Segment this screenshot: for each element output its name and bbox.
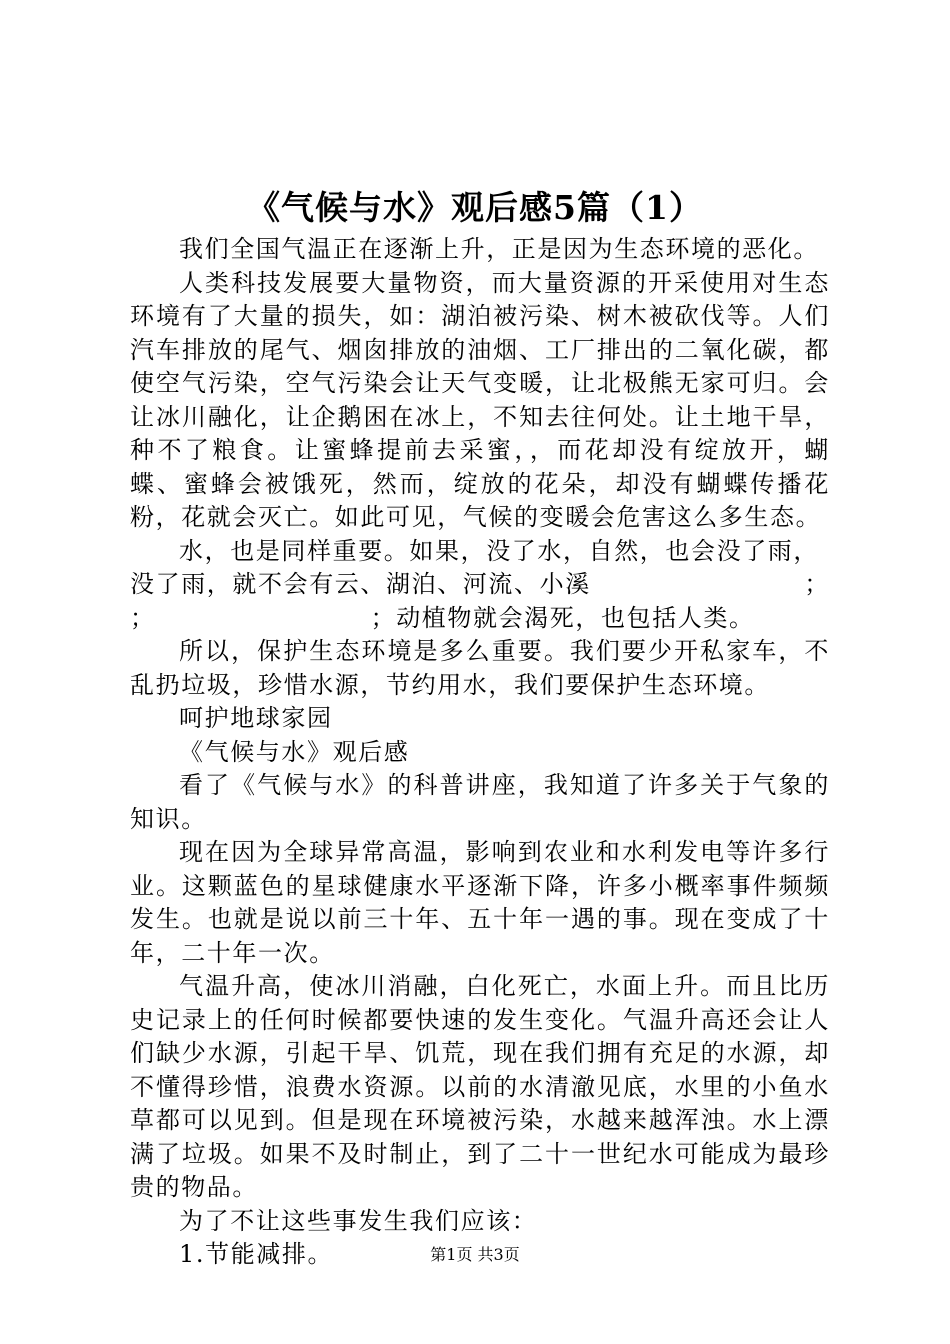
section-heading-2: 《气候与水》观后感 [179, 737, 410, 766]
paragraph-temperature: 现在因为全球异常高温，影响到农业和水利发电等许多行业。这颗蓝色的星球健康水平逐渐下降，许多小概率事件频频发生。也就是说以前三十年、五十年一遇的事。现在变成了十年，二十年一次。 [130, 838, 830, 967]
paragraph-2: 人类科技发展要大量物资，而大量资源的开采使用对生态环境有了大量的损失，如：湖泊被污染、树木被砍伐等。人们汽车排放的尾气、烟囱排放的油烟、工厂排出的二氧化碳，都使空气污染，空气污染会让天气变暖，让北极熊无家可归。会让冰川融化，让企鹅困在冰上，不知去往何处。让土地干旱，种不了粮食。让蜜蜂提前去采蜜，，而花却没有绽放开，蝴蝶、蜜蜂会被饿死，然而，绽放的花朵，却没有蝴蝶传播花粉，花就会灭亡。如此可见，气候的变暖会危害这么多生态。 [130, 268, 830, 531]
paragraph-1: 我们全国气温正在逐渐上升，正是因为生态环境的恶化。 [179, 235, 819, 263]
document-body [130, 233, 830, 1272]
paragraph-should: 为了不让这些事发生我们应该： [179, 1206, 538, 1235]
water-line-2 [130, 568, 830, 602]
water-line-1: 水，也是同样重要。如果，没了水，自然，也会没了雨， [179, 536, 819, 565]
water-line-3-start: ； [130, 603, 156, 632]
water-line-3-gap [156, 602, 371, 636]
paragraph-water [130, 535, 830, 569]
document-title: 《气候与水》观后感5篇（1） [247, 188, 703, 227]
list-item-1: 1.节能减排。 [179, 1240, 334, 1268]
water-line-2-end: ； [804, 570, 830, 598]
water-line-3-text: ；动植物就会渴死，也包括人类。 [370, 603, 755, 632]
paragraph-lecture: 看了《气候与水》的科普讲座，我知道了许多关于气象的知识。 [130, 771, 830, 833]
paragraph-glacier: 气温升高，使冰川消融，白化死亡，水面上升。而且比历史记录上的任何时候都要快速的发生变化。气温升高还会让人们缺少水源，引起干旱、饥荒，现在我们拥有充足的水源，却不懂得珍惜，浪费水资源。以前的水清澈见底，水里的小鱼水草都可以见到。但是现在环境被污染，水越来越浑浊。水上漂满了垃圾。如果不及时制止，到了二十一世纪水可能成为最珍贵的物品。 [130, 972, 830, 1201]
water-line-3 [130, 602, 830, 636]
paragraph-protect: 所以，保护生态环境是多么重要。我们要少开私家车，不乱扔垃圾，珍惜水源，节约用水，我们要保护生态环境。 [130, 637, 830, 699]
section-heading-1: 呵护地球家园 [179, 704, 333, 732]
page-footer: 第1页 共3页 [430, 1245, 520, 1264]
water-line-2-text: 没了雨，就不会有云、湖泊、河流、小溪 [130, 570, 591, 598]
